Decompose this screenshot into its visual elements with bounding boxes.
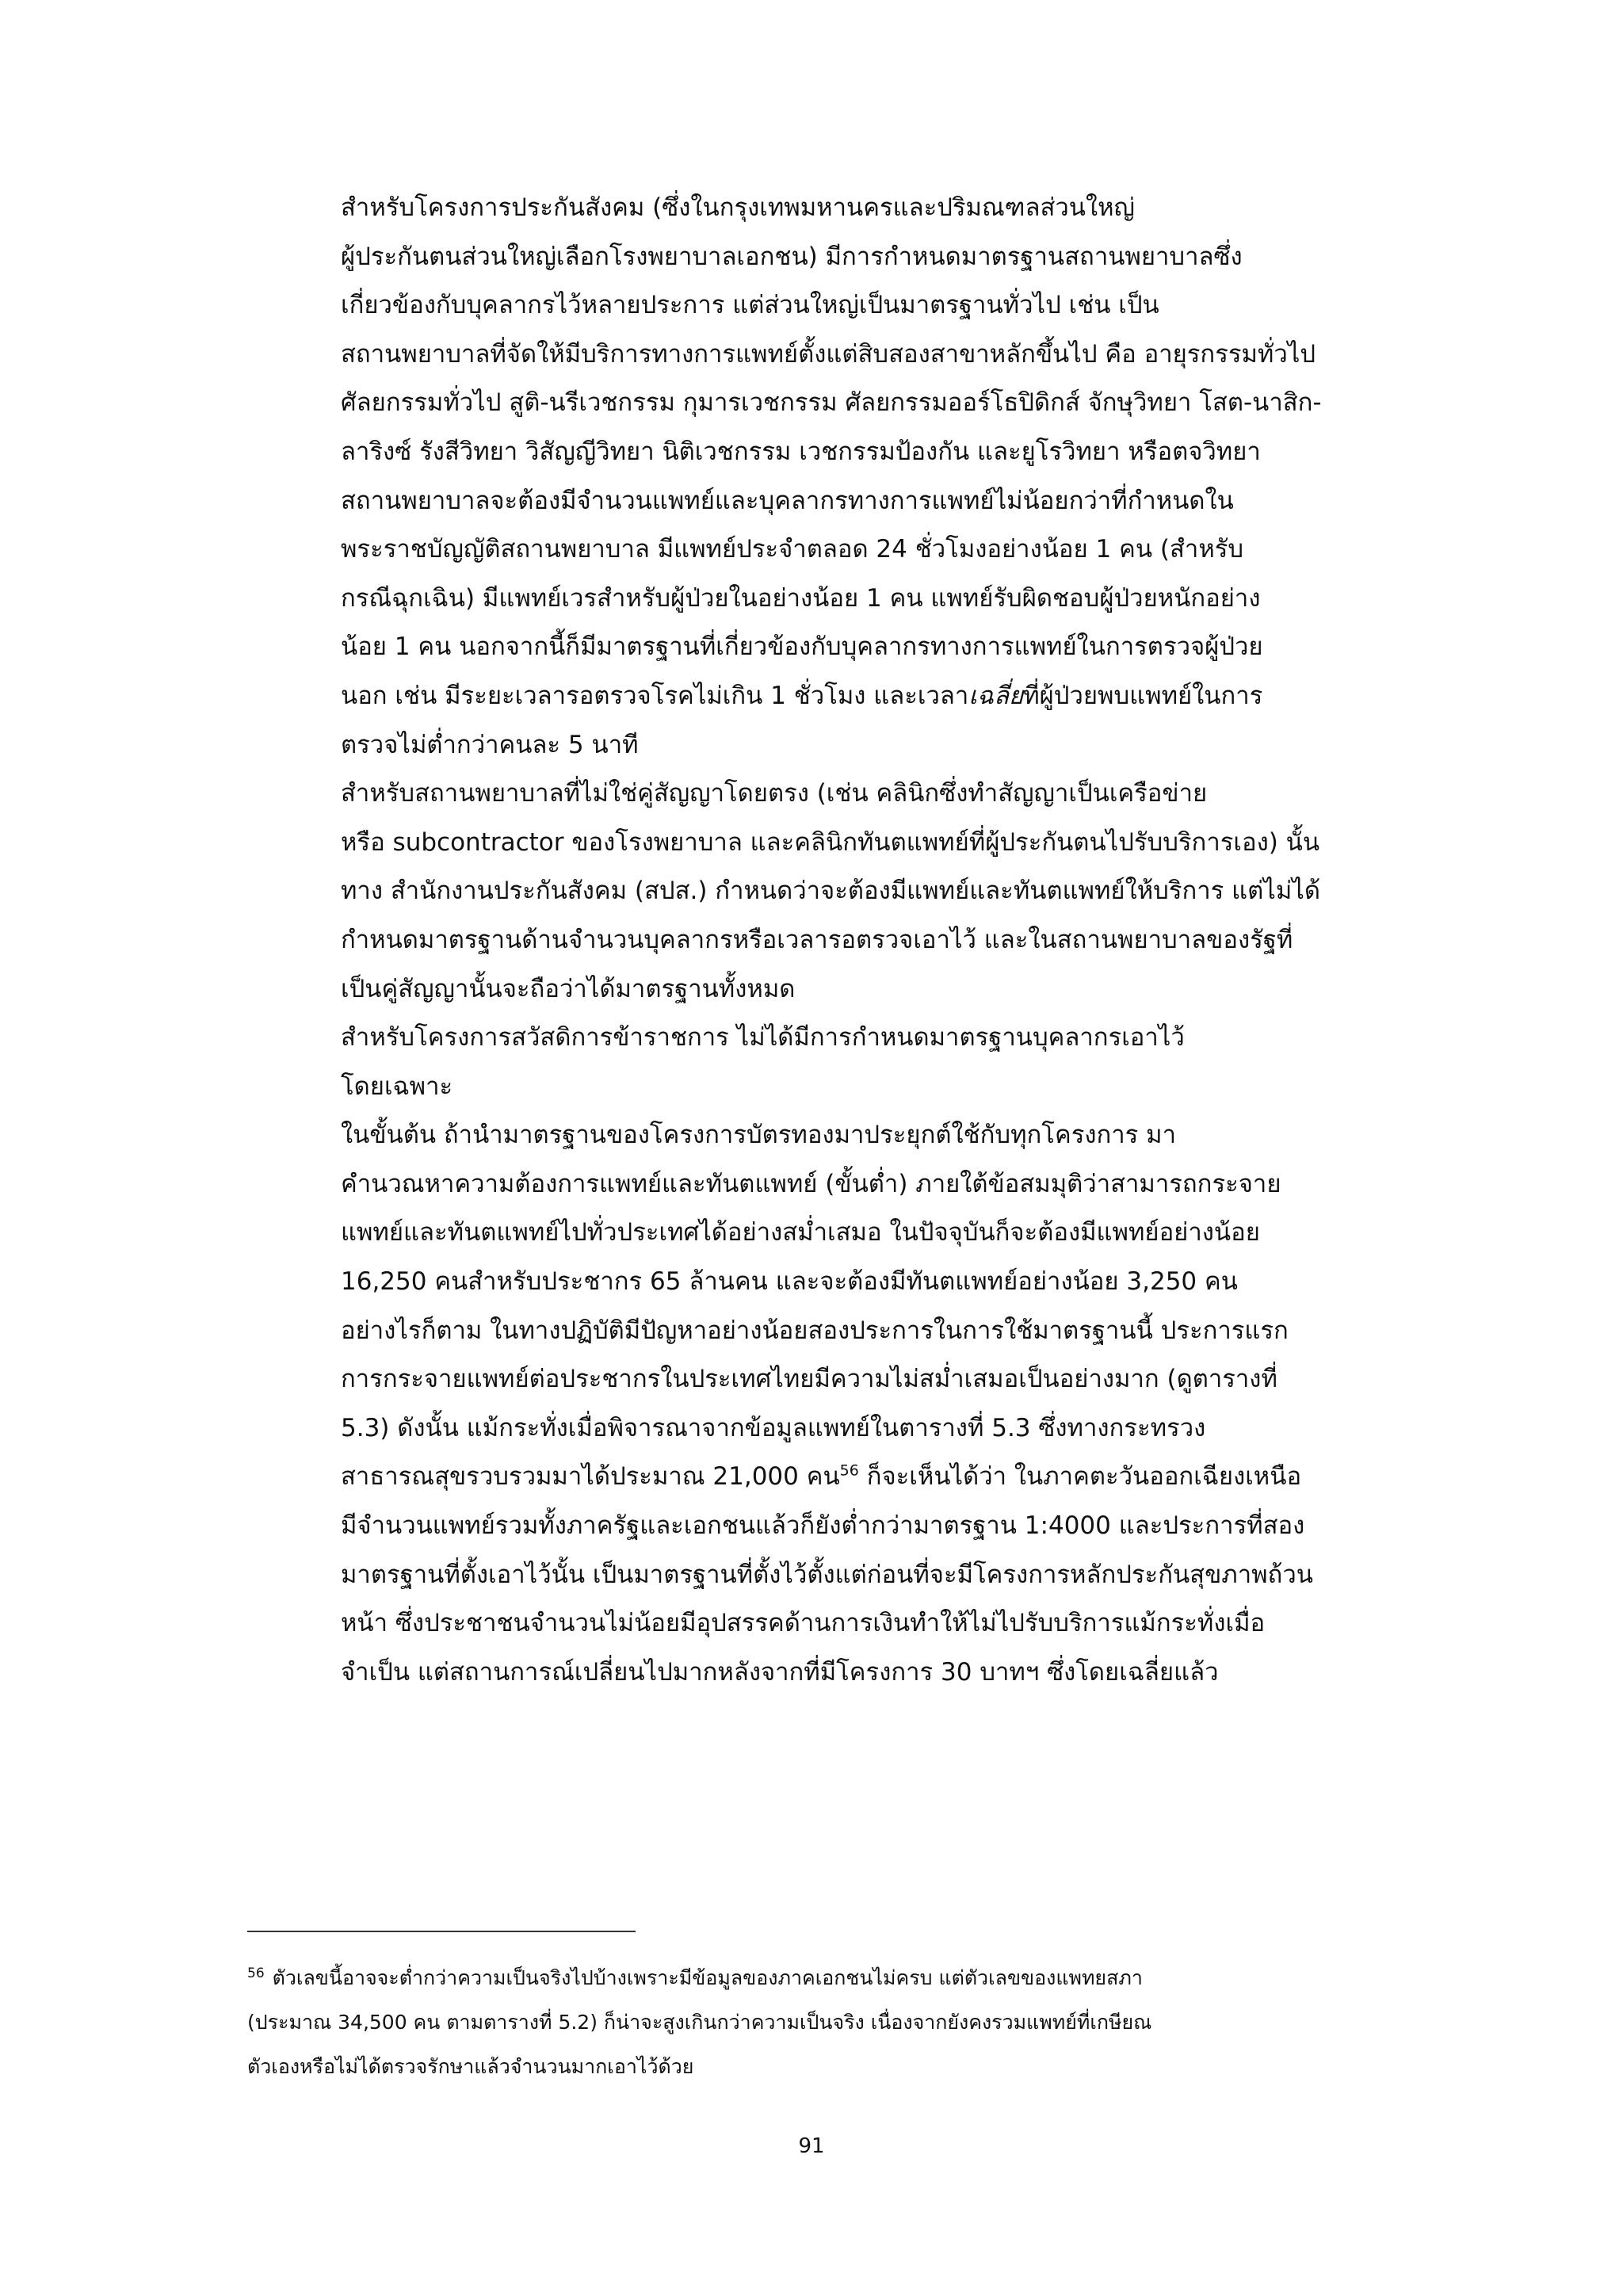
text-line: จำเป็น แต่สถานการณ์เปลี่ยนไปมากหลังจากที่มีโครงการ 30 บาทฯ ซึ่งโดยเฉลี่ยแล้ว [341,1657,1219,1687]
text-line: สถานพยาบาลจะต้องมีจำนวนแพทย์และบุคลากรทางการแพทย์ไม่น้อยกว่าที่กำหนดใน [341,486,1234,515]
text-line: 16,250 คนสำหรับประชากร 65 ล้านคน และจะต้องมีทันตแพทย์อย่างน้อย 3,250 คน [341,1267,1238,1297]
text-line: คำนวณหาความต้องการแพทย์และทันตแพทย์ (ขั้นต่ำ) ภายใต้ข้อสมมุติว่าสามารถกระจาย [341,1169,1281,1198]
text-line [247,672,1388,721]
text-line: พระราชบัญญัติสถานพยาบาล มีแพทย์ประจำตลอด 24 ชั่วโมงอย่างน้อย 1 คน (สำหรับ [341,535,1244,564]
text-line: กำหนดมาตรฐานด้านจำนวนบุคลากรหรือเวลารอตรวจเอาไว้ และในสถานพยาบาลของรัฐที่ [341,925,1293,954]
paragraph-social-security [247,184,1388,770]
italic-word: เฉลี่ย [968,681,1024,710]
text-line: การกระจายแพทย์ต่อประชากรในประเทศไทยมีความไม่สม่ำเสมอเป็นอย่างมาก (ดูตารางที่ [341,1365,1277,1394]
text-segment: ที่ผู้ป่วยพบแพทย์ในการ [1023,681,1263,710]
text-line: มาตรฐานที่ตั้งเอาไว้นั้น เป็นมาตรฐานที่ตั้งไว้ตั้งแต่ก่อนที่จะมีโครงการหลักประกันสุขภาพถ้วน [341,1560,1313,1589]
text-segment: สาธารณสุขรวบรวมมาได้ประมาณ 21,000 คน [341,1462,840,1492]
paragraph-doctor-requirements [247,1111,1388,1697]
text-line: ในขั้นต้น ถ้านำมาตรฐานของโครงการบัตรทองมาประยุกต์ใช้กับทุกโครงการ มา [341,1121,1176,1150]
text-segment: ก็จะเห็นได้ว่า ในภาคตะวันออกเฉียงเหนือ [858,1462,1302,1492]
text-line: น้อย 1 คน นอกจากนี้ก็มีมาตรฐานที่เกี่ยวข้องกับบุคลากรทางการแพทย์ในการตรวจผู้ป่วย [341,632,1263,662]
paragraph-civil-servant-scheme [247,1014,1388,1111]
footnote-line [247,1956,1388,2000]
text-line: สถานพยาบาลที่จัดให้มีบริการทางการแพทย์ตั้งแต่สิบสองสาขาหลักขึ้นไป คือ อายุรกรรมทั่วไป [341,339,1316,369]
footnote-line: (ประมาณ 34,500 คน ตามตารางที่ 5.2) ก็น่าจะสูงเกินกว่าความเป็นจริง เนื่องจากยังคงรวมแพทย์ที่เกษียณ [247,2011,1152,2034]
text-line: แพทย์และทันตแพทย์ไปทั่วประเทศได้อย่างสม่ำเสมอ ในปัจจุบันก็จะต้องมีแพทย์อย่างน้อย [341,1218,1260,1247]
text-line: ลาริงซ์ รังสีวิทยา วิสัญญีวิทยา นิติเวชกรรม เวชกรรมป้องกัน และยูโรวิทยา หรือตจวิทยา [341,437,1261,466]
text-segment: นอก เช่น มีระยะเวลารอตรวจโรคไม่เกิน 1 ชั่วโมง และเวลา [341,681,969,710]
text-line: เกี่ยวข้องกับบุคลากรไว้หลายประการ แต่ส่วนใหญ่เป็นมาตรฐานทั่วไป เช่น เป็น [341,291,1159,320]
footnote-mark: 56 [247,1965,265,1981]
footnote-divider [247,1931,636,1932]
text-line: สำหรับโครงการสวัสดิการข้าราชการ ไม่ได้มีการกำหนดมาตรฐานบุคลากรเอาไว้ [341,1023,1185,1052]
footnote-reference[interactable]: 56 [839,1462,859,1480]
body-text [247,184,1388,1697]
text-line: ตรวจไม่ต่ำกว่าคนละ 5 นาที [341,730,639,759]
text-line: หรือ subcontractor ของโรงพยาบาล และคลินิกทันตแพทย์ที่ผู้ประกันตนไปรับบริการเอง) นั้น [341,827,1320,857]
text-line: โดยเฉพาะ [341,1072,453,1101]
text-line: มีจำนวนแพทย์รวมทั้งภาครัฐและเอกชนแล้วก็ยังต่ำกว่ามาตรฐาน 1:4000 และประการที่สอง [341,1511,1305,1541]
text-line: อย่างไรก็ตาม ในทางปฏิบัติมีปัญหาอย่างน้อยสองประการในการใช้มาตรฐานนี้ ประการแรก [341,1316,1289,1345]
text-line [247,1453,1388,1502]
paragraph-non-contract-providers [247,770,1388,1014]
text-line: ศัลยกรรมทั่วไป สูติ-นรีเวชกรรม กุมารเวชกรรม ศัลยกรรมออร์โธปิดิกส์ จักษุวิทยา โสต-นาสิก- [341,388,1322,418]
text-line: สำหรับสถานพยาบาลที่ไม่ใช่คู่สัญญาโดยตรง (เช่น คลินิกซึ่งทำสัญญาเป็นเครือข่าย [341,779,1208,808]
text-line: หน้า ซึ่งประชาชนจำนวนไม่น้อยมีอุปสรรคด้านการเงินทำให้ไม่ไปรับบริการแม้กระทั่งเมื่อ [341,1609,1266,1638]
text-line: ผู้ประกันตนส่วนใหญ่เลือกโรงพยาบาลเอกชน) มีการกำหนดมาตรฐานสถานพยาบาลซึ่ง [341,242,1243,271]
page-number: 91 [798,2134,825,2158]
text-line: 5.3) ดังนั้น แม้กระทั่งเมื่อพิจารณาจากข้อมูลแพทย์ในตารางที่ 5.3 ซึ่งทางกระทรวง [341,1413,1206,1442]
text-line: กรณีฉุกเฉิน) มีแพทย์เวรสำหรับผู้ป่วยในอย่างน้อย 1 คน แพทย์รับผิดชอบผู้ป่วยหนักอย่าง [341,583,1261,613]
footnote-line: ตัวเองหรือไม่ได้ตรวจรักษาแล้วจำนวนมากเอาไว้ด้วย [247,2055,694,2078]
text-line: ทาง สำนักงานประกันสังคม (สปส.) กำหนดว่าจะต้องมีแพทย์และทันตแพทย์ให้บริการ แต่ไม่ได้ [341,877,1321,906]
text-line: สำหรับโครงการประกันสังคม (ซึ่งในกรุงเทพมหานครและปริมณฑลส่วนใหญ่ [341,193,1135,222]
footnote-text: ตัวเลขนี้อาจจะต่ำกว่าความเป็นจริงไปบ้างเพราะมีข้อมูลของภาคเอกชนไม่ครบ แต่ตัวเลขของแพทยสภา [272,1966,1143,1989]
text-line: เป็นคู่สัญญานั้นจะถือว่าได้มาตรฐานทั้งหมด [341,974,796,1003]
footnote [247,1956,1388,2089]
